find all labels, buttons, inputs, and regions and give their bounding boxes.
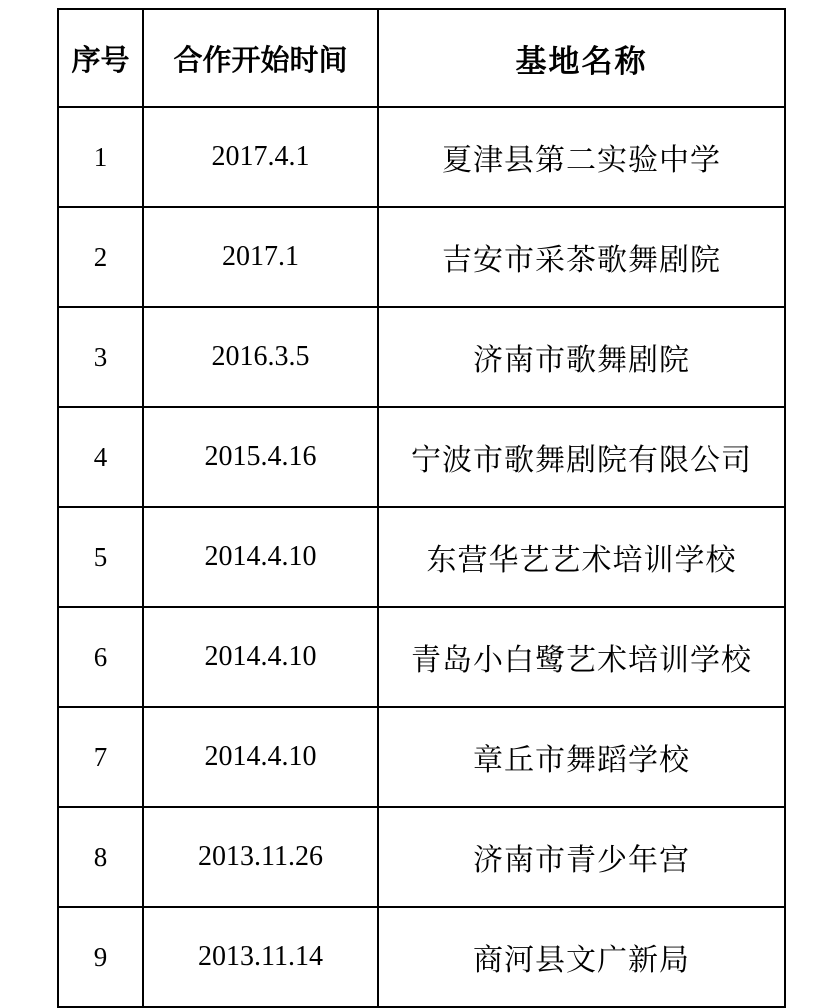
cell-index: 2 [58,207,143,307]
table-row [58,807,785,907]
cell-date: 2016.3.5 [143,307,378,407]
table-header-row [58,9,785,107]
cell-name: 吉安市采茶歌舞剧院 [378,207,785,307]
cell-name: 青岛小白鹭艺术培训学校 [378,607,785,707]
table-row [58,907,785,1007]
cell-date: 2017.1 [143,207,378,307]
cell-name: 章丘市舞蹈学校 [378,707,785,807]
cell-date: 2013.11.26 [143,807,378,907]
column-header-name: 基地名称 [378,9,785,107]
cell-index: 5 [58,507,143,607]
cell-index: 3 [58,307,143,407]
cell-name: 夏津县第二实验中学 [378,107,785,207]
cell-name: 济南市歌舞剧院 [378,307,785,407]
table-body [58,107,785,1007]
table-row [58,207,785,307]
cell-index: 9 [58,907,143,1007]
cell-date: 2017.4.1 [143,107,378,207]
cell-date: 2014.4.10 [143,707,378,807]
cell-date: 2014.4.10 [143,607,378,707]
cell-date: 2015.4.16 [143,407,378,507]
cell-date: 2013.11.14 [143,907,378,1007]
cell-name: 济南市青少年宫 [378,807,785,907]
table-header [58,9,785,107]
cell-name: 商河县文广新局 [378,907,785,1007]
table-row [58,607,785,707]
table-container [57,8,784,1008]
column-header-date: 合作开始时间 [143,9,378,107]
column-header-index: 序号 [58,9,143,107]
cell-index: 7 [58,707,143,807]
cell-index: 1 [58,107,143,207]
table-row [58,107,785,207]
cell-index: 8 [58,807,143,907]
cell-name: 东营华艺艺术培训学校 [378,507,785,607]
cell-index: 6 [58,607,143,707]
cell-name: 宁波市歌舞剧院有限公司 [378,407,785,507]
table-row [58,507,785,607]
cooperation-base-table [57,8,786,1008]
table-row [58,307,785,407]
cell-index: 4 [58,407,143,507]
cell-date: 2014.4.10 [143,507,378,607]
table-row [58,707,785,807]
table-row [58,407,785,507]
